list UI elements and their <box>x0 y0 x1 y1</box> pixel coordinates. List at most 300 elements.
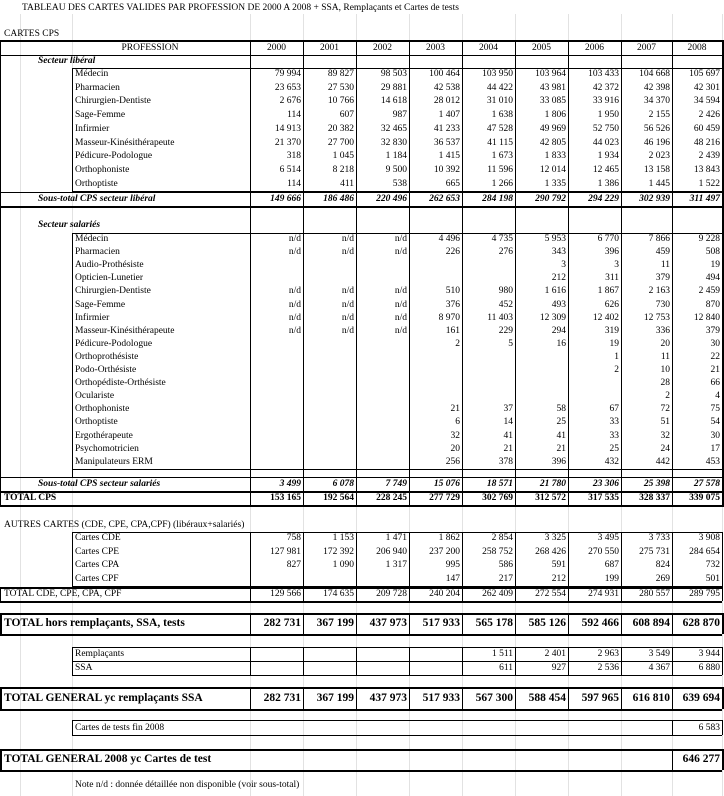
cell-2007: 7 866 <box>648 234 670 244</box>
subtotal-liberal <box>0 192 724 206</box>
cell-2003: 100 464 <box>429 69 460 79</box>
cell-2005: 49 969 <box>539 123 566 134</box>
cell-2005: 21 <box>556 443 566 454</box>
cell-2005: 396 <box>551 456 566 467</box>
cell-2005: 1 335 <box>544 178 566 189</box>
cell-2006: 42 372 <box>592 82 619 93</box>
cell-2008: 494 <box>705 273 720 284</box>
cell-2005: 343 <box>551 247 566 258</box>
cell-2005: 312 572 <box>535 493 566 503</box>
cell-2001: n/d <box>341 325 354 336</box>
cell-2002: 206 940 <box>376 546 407 557</box>
cell-2007: 46 196 <box>643 137 670 148</box>
cell-2006: 687 <box>604 560 619 570</box>
cell-2003: 2003 <box>426 43 445 53</box>
cell-2003: 226 <box>445 247 460 258</box>
cell-2004: 217 <box>498 573 513 584</box>
cell-2006: 33 <box>609 430 619 441</box>
cell-2008: 54 <box>710 417 720 428</box>
table-row <box>0 403 724 416</box>
row-label: Pharmacien <box>75 82 120 93</box>
cell-2000: n/d <box>288 325 301 336</box>
cell-2008: 66 <box>710 378 720 389</box>
cell-2005: 212 <box>551 573 566 584</box>
row-label: Manipulateurs ERM <box>75 456 153 467</box>
cell-2004: 21 <box>503 443 513 454</box>
cell-2008: 30 <box>710 430 720 441</box>
table-row <box>0 443 724 456</box>
row-label: PROFESSION <box>121 43 179 53</box>
row-label: TOTAL GENERAL yc remplaçants SSA <box>4 692 203 704</box>
cell-2008: 21 <box>710 365 720 375</box>
cell-2001: 607 <box>339 110 354 121</box>
cell-2004: 980 <box>498 286 513 297</box>
cell-2000: 114 <box>287 110 301 121</box>
cell-2005: 1 616 <box>544 286 566 297</box>
cell-2004: 103 950 <box>482 69 513 79</box>
cell-2005: 3 325 <box>544 533 566 543</box>
cell-2007: 1 445 <box>648 178 670 189</box>
cell-2005: 58 <box>556 404 566 415</box>
cell-2008: 60 459 <box>693 123 720 134</box>
total-hors <box>0 614 724 633</box>
cell-2007: 442 <box>655 456 670 467</box>
cell-2005: 2005 <box>532 43 551 53</box>
row-label: Pharmacien <box>75 247 120 258</box>
cell-2008: 12 840 <box>693 312 720 323</box>
cell-2001: 89 827 <box>327 69 354 79</box>
cell-2001: 1 090 <box>332 560 354 570</box>
cell-2000: 3 499 <box>279 479 301 489</box>
header-row <box>0 41 724 55</box>
cell-2008: 17 <box>710 443 720 454</box>
cell-2000: 2 676 <box>279 96 301 107</box>
cell-2004: 11 403 <box>487 312 513 323</box>
cell-2006: 432 <box>604 456 619 467</box>
cell-2002: 437 973 <box>369 617 407 629</box>
table-row <box>0 456 724 469</box>
row-label: Psychomotricien <box>75 443 139 454</box>
row-label: Ergothérapeute <box>75 430 133 441</box>
cell-2003: 36 537 <box>433 137 460 148</box>
cell-2006: 19 <box>609 338 619 349</box>
section-cartes-cps <box>0 28 724 40</box>
cell-2003: 517 933 <box>422 692 460 704</box>
cell-2006: 2 <box>614 365 619 375</box>
cell-2004: 229 <box>498 325 513 336</box>
cell-2005: 12 309 <box>539 312 566 323</box>
cell-2004: 302 769 <box>482 493 513 503</box>
cell-2007: 269 <box>655 573 670 584</box>
cell-2007: 275 731 <box>639 546 670 557</box>
row-label: TOTAL CPS <box>4 493 57 503</box>
cell-2003: 147 <box>445 573 460 584</box>
cell-2000: n/d <box>288 299 301 310</box>
cell-2003: 1 407 <box>438 110 460 121</box>
cell-2008: 75 <box>710 404 720 415</box>
table-row <box>0 259 724 272</box>
cell-2007: 13 158 <box>643 164 670 175</box>
section-autres-cartes <box>0 519 724 532</box>
total-autres-cartes <box>0 587 724 601</box>
cell-2003: 28 012 <box>433 96 460 107</box>
cell-2006: 2 536 <box>597 663 619 673</box>
table-row <box>0 546 724 560</box>
cell-2006: 3 <box>614 260 619 271</box>
cell-2007: 72 <box>660 404 670 415</box>
row-label: AUTRES CARTES (CDE, CPE, CPA,CPF) (libéraux+salariés) <box>4 520 245 530</box>
remplacants-row <box>0 647 724 661</box>
cell-2007: 2 163 <box>648 286 670 297</box>
cell-2001: 367 199 <box>316 692 354 704</box>
cell-2008: 4 <box>715 391 720 402</box>
cell-2001: 186 486 <box>323 194 354 204</box>
cell-2005: 493 <box>551 299 566 310</box>
cell-2007: 2 <box>665 391 670 402</box>
cell-2003: 32 <box>450 430 460 441</box>
table-row <box>0 430 724 443</box>
cell-2005: 1 833 <box>544 151 566 162</box>
cell-2003: 256 <box>445 456 460 467</box>
total-general <box>0 688 724 708</box>
cell-2004: 1 638 <box>491 110 513 121</box>
table-row <box>0 233 724 246</box>
cell-2007: 34 370 <box>643 96 670 107</box>
cell-2002: 2002 <box>373 43 392 53</box>
cell-2008: 105 697 <box>689 69 720 79</box>
cell-2004: 1 266 <box>491 178 513 189</box>
cell-2002: 1 184 <box>385 151 407 162</box>
cell-2007: 11 <box>660 351 670 362</box>
cell-2006: 199 <box>604 573 619 584</box>
cell-2003: 376 <box>445 299 460 310</box>
cell-2005: 16 <box>556 338 566 349</box>
cell-2008: 30 <box>710 338 720 349</box>
footnote <box>0 779 724 792</box>
section-salaries <box>0 219 724 232</box>
cell-2005: 42 805 <box>539 137 566 148</box>
cell-2001: 1 045 <box>332 151 354 162</box>
cell-2005: 272 554 <box>535 589 566 599</box>
total-general-2008 <box>0 750 724 769</box>
cell-2003: 161 <box>445 325 460 336</box>
cell-2001: 27 700 <box>327 137 354 148</box>
cell-2006: 597 965 <box>581 692 619 704</box>
cell-2007: 336 <box>655 325 670 336</box>
cell-2007: 51 <box>660 417 670 428</box>
table-row <box>0 338 724 351</box>
table-row <box>0 390 724 403</box>
cell-2003: 20 <box>450 443 460 454</box>
cell-2007: 608 894 <box>632 617 670 629</box>
cell-2004: 284 198 <box>482 194 513 204</box>
cell-2008: 22 <box>710 351 720 362</box>
table-row <box>0 299 724 312</box>
cell-2001: 174 635 <box>323 589 354 599</box>
cell-2004: 2004 <box>479 43 498 53</box>
cell-2008: 9 228 <box>698 234 720 244</box>
table-row <box>0 164 724 178</box>
row-label: Orthoptiste <box>75 417 118 428</box>
table-row <box>0 377 724 390</box>
cell-2007: 10 <box>660 365 670 375</box>
cell-2008: 19 <box>710 260 720 271</box>
cell-2004: 14 <box>503 417 513 428</box>
cell-2006: 12 402 <box>592 312 619 323</box>
row-label: Sous-total CPS secteur libéral <box>38 194 156 204</box>
cell-2000: n/d <box>288 234 301 244</box>
cell-2008: 646 277 <box>682 753 720 765</box>
cell-2004: 5 <box>508 338 513 349</box>
table-row <box>0 285 724 298</box>
row-label: Chirurgien-Dentiste <box>75 96 151 107</box>
cell-2002: n/d <box>394 234 407 244</box>
cell-2000: 282 731 <box>263 617 301 629</box>
cell-2007: 12 753 <box>643 312 670 323</box>
cell-2002: n/d <box>394 286 407 297</box>
cell-2008: 3 944 <box>698 649 720 659</box>
cell-2004: 4 735 <box>491 234 513 244</box>
cell-2000: 318 <box>286 151 301 162</box>
cell-2005: 43 981 <box>539 82 566 93</box>
row-label: Orthophoniste <box>75 404 130 415</box>
row-label: Pédicure-Podologue <box>75 338 153 349</box>
cell-2005: 103 964 <box>535 69 566 79</box>
cell-2007: 730 <box>655 299 670 310</box>
table-row <box>0 416 724 429</box>
cell-2008: 339 075 <box>689 493 720 503</box>
cell-2008: 6 880 <box>698 663 720 673</box>
cell-2005: 927 <box>551 663 566 673</box>
row-label: CARTES CPS <box>4 29 60 39</box>
cell-2006: 44 023 <box>592 137 619 148</box>
row-label: SSA <box>75 663 93 673</box>
row-label: Chirurgien-Dentiste <box>75 286 151 297</box>
cell-2001: n/d <box>341 234 354 244</box>
cell-2005: 1 806 <box>544 110 566 121</box>
cell-2006: 12 465 <box>592 164 619 175</box>
cell-2008: 2 439 <box>698 151 720 162</box>
cell-2006: 317 535 <box>588 493 619 503</box>
cell-2003: 41 233 <box>433 123 460 134</box>
cell-2005: 294 <box>551 325 566 336</box>
cell-2001: 367 199 <box>316 617 354 629</box>
cell-2008: 870 <box>705 299 720 310</box>
cell-2003: 8 970 <box>438 312 460 323</box>
cell-2007: 11 <box>660 260 670 271</box>
cell-2000: 127 981 <box>270 546 301 557</box>
cell-2004: 31 010 <box>486 96 513 107</box>
cell-2007: 2007 <box>637 43 656 53</box>
cell-2006: 274 931 <box>588 589 619 599</box>
cell-2008: 13 843 <box>693 164 720 175</box>
cell-2002: 14 618 <box>380 96 407 107</box>
cell-2006: 23 306 <box>592 479 619 489</box>
cell-2005: 25 <box>556 417 566 428</box>
ssa-row <box>0 661 724 675</box>
cell-2000: 153 165 <box>270 493 301 503</box>
row-label: TOTAL hors remplaçants, SSA, tests <box>4 617 185 629</box>
table-row <box>0 573 724 587</box>
row-label: Orthophoniste <box>75 164 130 175</box>
cell-2001: 6 078 <box>332 479 354 489</box>
cell-2004: 586 <box>498 560 513 570</box>
cell-2006: 1 386 <box>597 178 619 189</box>
cell-2003: 277 729 <box>429 493 460 503</box>
cell-2001: n/d <box>341 299 354 310</box>
cell-2002: 1 317 <box>385 560 407 570</box>
table-row <box>0 312 724 325</box>
cell-2005: 588 454 <box>528 692 566 704</box>
table-row <box>0 68 724 82</box>
cell-2008: 2 459 <box>698 286 720 297</box>
cell-2004: 2 854 <box>491 533 513 543</box>
cell-2001: 2001 <box>320 43 339 53</box>
cell-2002: 1 471 <box>385 533 407 543</box>
cell-2001: 411 <box>340 178 354 189</box>
cell-2007: 104 668 <box>639 69 670 79</box>
cell-2002: 9 500 <box>385 164 407 175</box>
table-row <box>0 82 724 96</box>
cell-2004: 276 <box>498 247 513 258</box>
cell-2005: 585 126 <box>528 617 566 629</box>
row-label: Orthopédiste-Orthésiste <box>75 378 166 389</box>
row-label: Masseur-Kinésithérapeute <box>75 137 175 148</box>
cell-2001: 1 153 <box>332 533 354 543</box>
cell-2008: 289 795 <box>689 589 720 599</box>
cell-2001: n/d <box>341 312 354 323</box>
cell-2007: 28 <box>660 378 670 389</box>
cell-2001: 192 564 <box>323 493 354 503</box>
cell-2000: n/d <box>288 247 301 258</box>
cell-2002: 220 496 <box>376 194 407 204</box>
cell-2006: 592 466 <box>581 617 619 629</box>
row-label: Pédicure-Podologue <box>75 151 153 162</box>
cell-2003: 1 415 <box>438 151 460 162</box>
cell-2004: 262 409 <box>482 589 513 599</box>
row-label: Infirmier <box>75 123 110 134</box>
cell-2002: 98 503 <box>380 69 407 79</box>
cell-2004: 378 <box>498 456 513 467</box>
cell-2004: 11 596 <box>487 164 513 175</box>
cell-2008: 2 426 <box>698 110 720 121</box>
cell-2008: 1 522 <box>698 178 720 189</box>
cell-2003: 42 538 <box>433 82 460 93</box>
table-row <box>0 532 724 546</box>
cell-2001: 20 382 <box>327 123 354 134</box>
cell-2001: 10 766 <box>327 96 354 107</box>
cell-2007: 328 337 <box>639 493 670 503</box>
row-label: Cartes CDE <box>75 533 121 543</box>
cell-2006: 6 770 <box>597 234 619 244</box>
cell-2005: 212 <box>551 273 566 284</box>
cell-2005: 591 <box>551 560 566 570</box>
cell-2002: 437 973 <box>369 692 407 704</box>
cell-2006: 25 <box>609 443 619 454</box>
cell-2008: 2008 <box>687 43 707 53</box>
cell-2003: 510 <box>445 286 460 297</box>
table-row <box>0 109 724 123</box>
cell-2003: 665 <box>445 178 460 189</box>
cell-2008: 42 301 <box>693 82 720 93</box>
cell-2006: 626 <box>604 299 619 310</box>
cell-2000: 2000 <box>267 43 286 53</box>
cell-2004: 41 115 <box>487 137 513 148</box>
cell-2001: n/d <box>341 247 354 258</box>
cell-2000: 23 653 <box>274 82 301 93</box>
cell-2006: 1 950 <box>597 110 619 121</box>
cell-2004: 611 <box>499 663 513 673</box>
cell-2004: 567 300 <box>475 692 513 704</box>
cell-2006: 2006 <box>585 43 604 53</box>
cell-2007: 32 <box>660 430 670 441</box>
cell-2002: n/d <box>394 299 407 310</box>
row-label: Sage-Femme <box>75 299 126 310</box>
cell-2003: 1 862 <box>438 533 460 543</box>
cell-2002: 228 245 <box>376 493 407 503</box>
cell-2006: 2 963 <box>597 649 619 659</box>
cell-2007: 56 526 <box>643 123 670 134</box>
cell-2003: 240 204 <box>429 589 460 599</box>
cell-2000: 758 <box>286 533 301 543</box>
cell-2005: 290 792 <box>535 194 566 204</box>
cell-2007: 459 <box>655 247 670 258</box>
row-label: Audio-Prothésiste <box>75 260 144 271</box>
cell-2002: 987 <box>392 110 407 121</box>
cell-2002: n/d <box>394 325 407 336</box>
cell-2006: 319 <box>604 325 619 336</box>
cell-2006: 103 433 <box>588 69 619 79</box>
cell-2000: 79 994 <box>274 69 301 79</box>
row-label: Masseur-Kinésithérapeute <box>75 325 175 336</box>
row-label: Sous-total CPS secteur salariés <box>38 479 161 489</box>
row-label: Sage-Femme <box>75 110 126 121</box>
cell-2007: 24 <box>660 443 670 454</box>
table-row <box>0 137 724 151</box>
cell-2006: 33 916 <box>592 96 619 107</box>
cell-2002: 7 749 <box>385 479 407 489</box>
cell-2007: 4 367 <box>648 663 670 673</box>
cell-2005: 2 401 <box>544 649 566 659</box>
cell-2003: 995 <box>445 560 460 570</box>
cell-2007: 25 398 <box>643 479 670 489</box>
total-cps <box>0 491 724 505</box>
row-label: Cartes CPA <box>75 560 120 570</box>
row-label: Note n/d : donnée détaillée non disponible (voir sous-total) <box>75 780 300 790</box>
cell-2000: 149 666 <box>270 194 301 204</box>
cell-2004: 258 752 <box>482 546 513 557</box>
cell-2003: 262 653 <box>429 194 460 204</box>
cell-2001: n/d <box>341 286 354 297</box>
cell-2003: 10 392 <box>433 164 460 175</box>
cell-2004: 41 <box>503 430 513 441</box>
cell-2004: 1 511 <box>491 649 513 659</box>
row-label: Secteur salariés <box>38 220 101 230</box>
cell-2000: n/d <box>288 286 301 297</box>
cell-2003: 15 076 <box>433 479 460 489</box>
cell-2007: 379 <box>655 273 670 284</box>
cell-2006: 294 229 <box>588 194 619 204</box>
cell-2007: 2 023 <box>648 151 670 162</box>
row-label: Médecin <box>75 69 109 79</box>
cell-2002: 209 728 <box>376 589 407 599</box>
cell-2003: 21 <box>450 404 460 415</box>
cell-2004: 452 <box>498 299 513 310</box>
table-row <box>0 351 724 364</box>
cell-2003: 517 933 <box>422 617 460 629</box>
table-row <box>0 150 724 164</box>
cell-2004: 18 571 <box>486 479 513 489</box>
